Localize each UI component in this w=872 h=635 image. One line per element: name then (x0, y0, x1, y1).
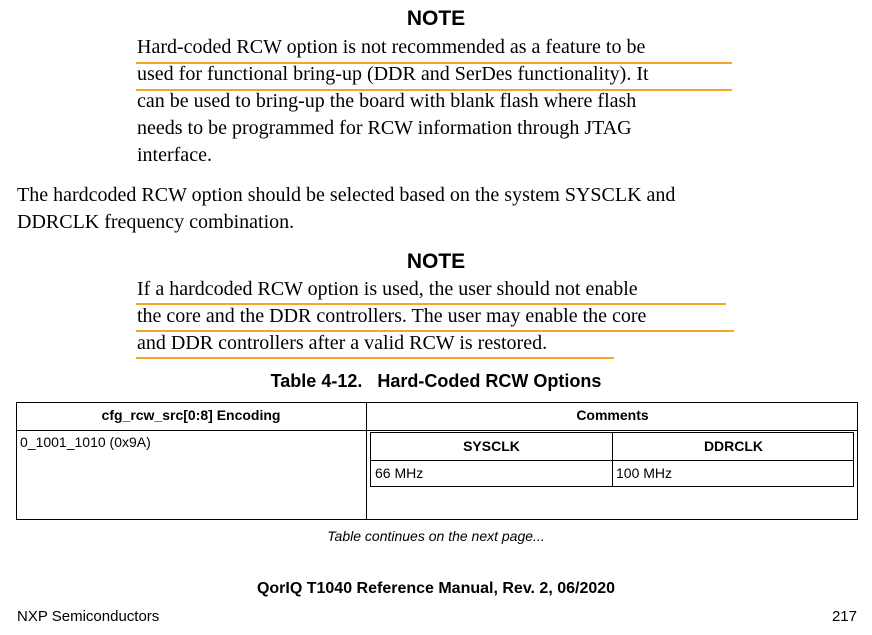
cell-encoding: 0_1001_1010 (0x9A) (20, 434, 151, 450)
cell-ddrclk-value: 100 MHz (616, 465, 673, 481)
highlight-underline (136, 357, 614, 359)
body-line-2: DDRCLK frequency combination. (17, 211, 295, 233)
note-1-line-2: used for functional bring-up (DDR and SerDes functionality). It (137, 63, 649, 85)
note-2-title: NOTE (406, 250, 466, 273)
subheader-ddrclk: DDRCLK (703, 438, 764, 454)
note-1-line-5: interface. (137, 144, 212, 166)
subheader-sysclk: SYSCLK (463, 438, 520, 454)
note-2-line-2: the core and the DDR controllers. The user may enable the core (137, 305, 647, 327)
note-2-line-1: If a hardcoded RCW option is used, the user should not enable (137, 278, 638, 300)
company-name: NXP Semiconductors (17, 608, 160, 625)
table-continues-note: Table continues on the next page... (327, 528, 545, 544)
note-2-line-3: and DDR controllers after a valid RCW is restored. (137, 332, 548, 354)
body-line-1: The hardcoded RCW option should be selected based on the system SYSCLK and (17, 184, 676, 206)
page-number: 217 (831, 608, 857, 625)
table-caption: Table 4-12. Hard-Coded RCW Options (270, 371, 602, 391)
header-encoding: cfg_rcw_src[0:8] Encoding (101, 407, 281, 423)
note-1-line-4: needs to be programmed for RCW information through JTAG (137, 117, 632, 139)
header-comments: Comments (576, 407, 649, 423)
table-header-divider (16, 430, 858, 431)
note-1-line-3: can be used to bring-up the board with blank flash where flash (137, 90, 637, 112)
manual-title: QorIQ T1040 Reference Manual, Rev. 2, 06/2020 (256, 580, 616, 597)
cell-sysclk-value: 66 MHz (375, 465, 424, 481)
note-1-title: NOTE (406, 7, 466, 30)
note-1-line-1: Hard-coded RCW option is not recommended as a feature to be (137, 36, 646, 58)
